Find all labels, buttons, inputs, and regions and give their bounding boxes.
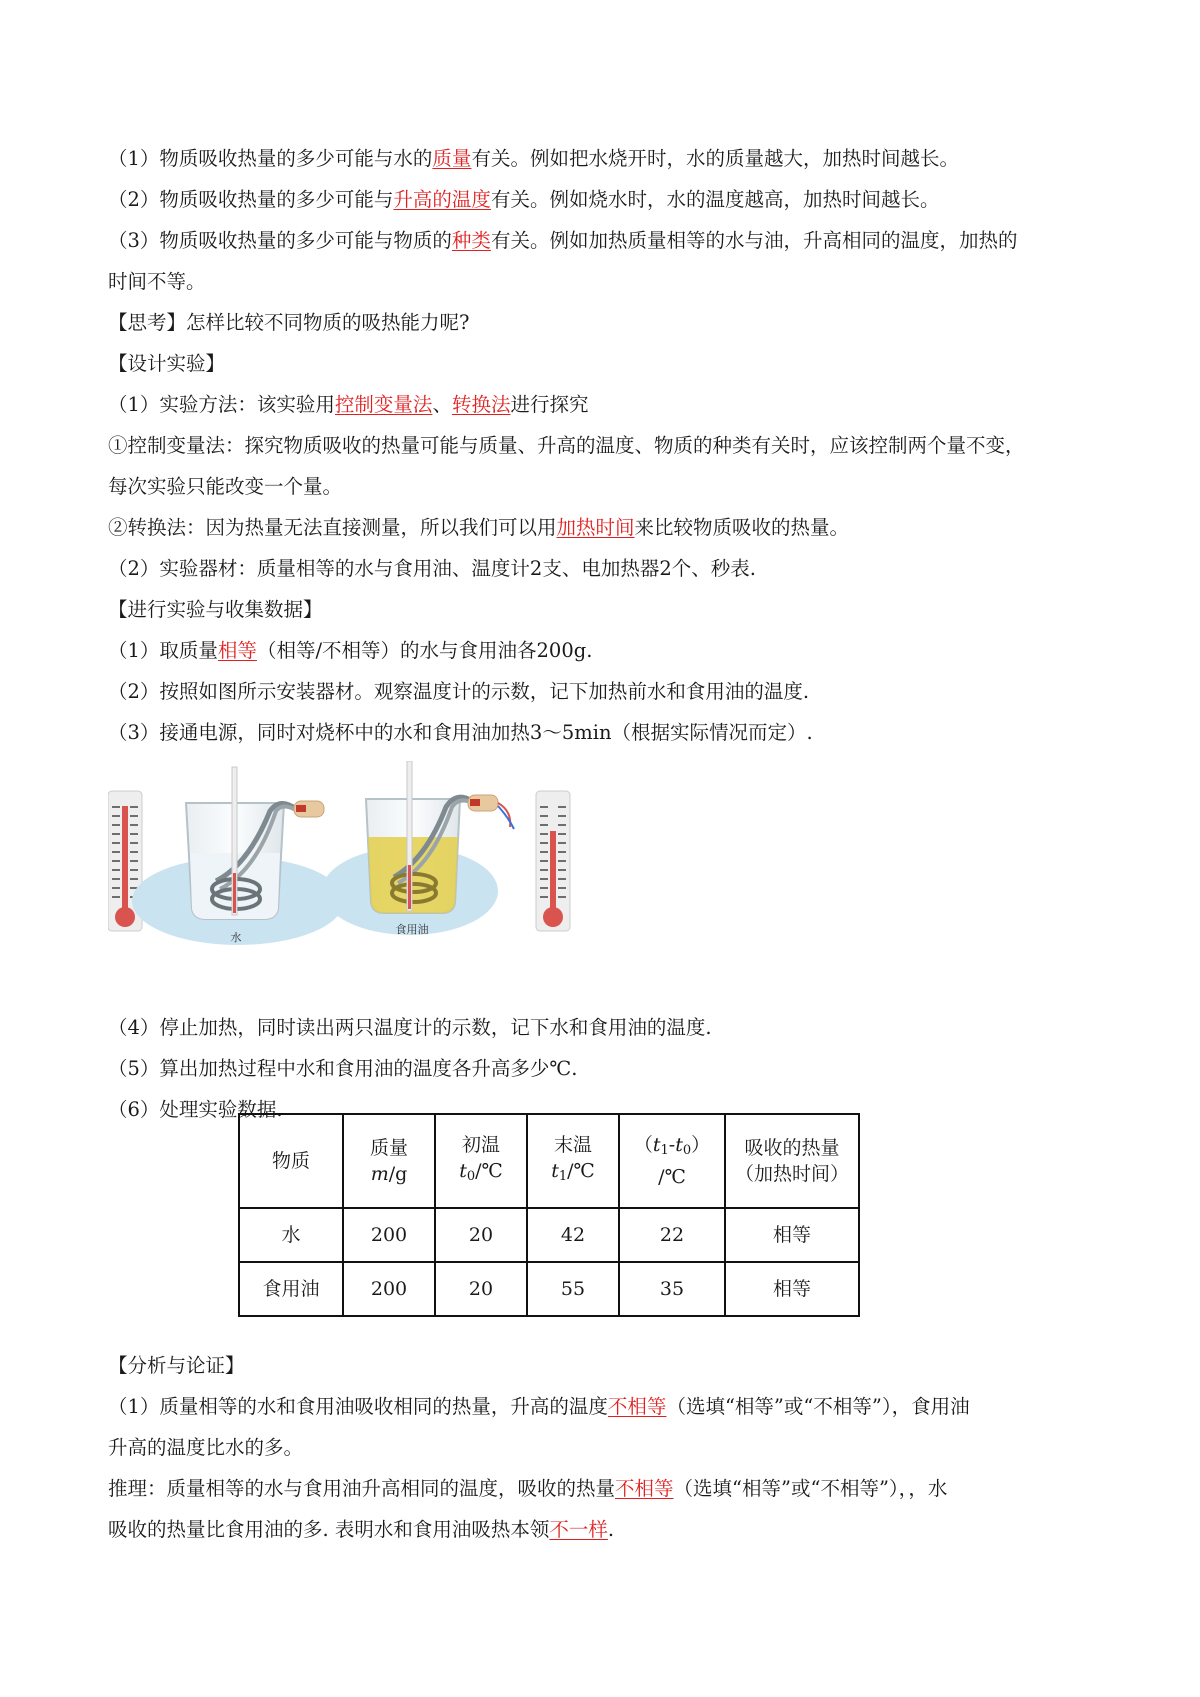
data-table: [238, 1113, 860, 1317]
cell-final-temp: 55: [527, 1262, 619, 1316]
cell-mass: 200: [343, 1208, 435, 1262]
step-6: （6）处理实验数据.: [108, 1098, 283, 1121]
oil-label: 食用油: [395, 923, 429, 936]
answer-blank: 加热时间: [556, 516, 635, 539]
hypothesis-2: （2）物质吸收热量的多少可能与升高的温度有关。例如烧水时，水的温度越高，加热时间越长。: [108, 188, 940, 211]
answer-blank: 种类: [451, 229, 491, 252]
table-header-row: [239, 1114, 859, 1208]
hypothesis-3-continued: 时间不等。: [108, 270, 206, 293]
reasoning-continued: 吸收的热量比食用油的多. 表明水和食用油吸热本领不一样.: [108, 1518, 615, 1541]
header-heat-absorbed: 吸收的热量 （加热时间）: [725, 1114, 859, 1208]
hypothesis-3: （3）物质吸收热量的多少可能与物质的种类有关。例如加热质量相等的水与油，升高相同的温度，加热的: [108, 229, 1018, 252]
reasoning-line: 推理：质量相等的水与食用油升高相同的温度，吸收的热量不相等（选填“相等”或“不相等”），，水: [108, 1477, 948, 1500]
step-1: （1）取质量相等（相等/不相等）的水与食用油各200g.: [108, 639, 593, 662]
answer-blank: 相等: [217, 639, 257, 662]
control-variable-line-1: ①控制变量法：探究物质吸收的热量可能与质量、升高的温度、物质的种类有关时，应该控制两个量不变，: [108, 434, 1025, 457]
cell-substance: 食用油: [239, 1262, 343, 1316]
header-mass: 质量 m/g: [343, 1114, 435, 1208]
thermometer-icon: [536, 791, 570, 931]
analysis-1: （1）质量相等的水和食用油吸收相同的热量，升高的温度不相等（选填“相等”或“不相等”），食用油: [108, 1395, 970, 1418]
header-temp-change: $(t_1-t_0)$ /℃: [619, 1114, 725, 1208]
experiment-illustration: [108, 761, 1108, 999]
header-substance: 物质: [239, 1114, 343, 1208]
answer-blank: 不一样: [549, 1518, 608, 1541]
answer-blank: 升高的温度: [393, 188, 491, 211]
cell-final-temp: 42: [527, 1208, 619, 1262]
think-question: 【思考】怎样比较不同物质的吸热能力呢?: [108, 311, 470, 334]
header-initial-temp: 初温 $t_0/℃$: [435, 1114, 527, 1208]
step-3: （3）接通电源，同时对烧杯中的水和食用油加热3～5min（根据实际情况而定）.: [108, 721, 813, 744]
conversion-line: ②转换法：因为热量无法直接测量，所以我们可以用加热时间来比较物质吸收的热量。: [108, 516, 850, 539]
step-5: （5）算出加热过程中水和食用油的温度各升高多少℃.: [108, 1057, 578, 1080]
experiment-figure: [108, 761, 1108, 999]
cell-initial-temp: 20: [435, 1208, 527, 1262]
water-label: 水: [230, 931, 242, 944]
table-row: [239, 1208, 859, 1262]
cell-heat-absorbed: 相等: [725, 1208, 859, 1262]
cell-temp-change: 22: [619, 1208, 725, 1262]
step-4: （4）停止加热，同时读出两只温度计的示数，记下水和食用油的温度.: [108, 1016, 712, 1039]
answer-blank: 质量: [432, 147, 472, 170]
answer-blank: 控制变量法: [334, 393, 433, 416]
analysis-1-continued: 升高的温度比水的多。: [108, 1436, 304, 1459]
cell-temp-change: 35: [619, 1262, 725, 1316]
cell-mass: 200: [343, 1262, 435, 1316]
step-2: （2）按照如图所示安装器材。观察温度计的示数，记下加热前水和食用油的温度.: [108, 680, 810, 703]
procedure-heading: 【进行实验与收集数据】: [108, 598, 323, 621]
answer-blank: 转换法: [451, 393, 511, 416]
analysis-section: [108, 1345, 1108, 1550]
answer-blank: 不相等: [607, 1395, 667, 1418]
cell-substance: 水: [239, 1208, 343, 1262]
header-final-temp: 末温 $t_1/℃$: [527, 1114, 619, 1208]
equipment-line: （2）实验器材：质量相等的水与食用油、温度计2支、电加热器2个、秒表.: [108, 557, 756, 580]
document-body: [108, 138, 1108, 1130]
control-variable-line-2: 每次实验只能改变一个量。: [108, 475, 343, 498]
cell-heat-absorbed: 相等: [725, 1262, 859, 1316]
answer-blank: 不相等: [615, 1477, 674, 1500]
analysis-heading: 【分析与论证】: [108, 1354, 245, 1377]
table-row: [239, 1262, 859, 1316]
cell-initial-temp: 20: [435, 1262, 527, 1316]
hypothesis-1: （1）物质吸收热量的多少可能与水的质量有关。例如把水烧开时，水的质量越大，加热时间越长。: [108, 147, 959, 170]
design-heading: 【设计实验】: [108, 352, 226, 375]
method-line: （1）实验方法：该实验用控制变量法、转换法进行探究: [108, 393, 589, 416]
